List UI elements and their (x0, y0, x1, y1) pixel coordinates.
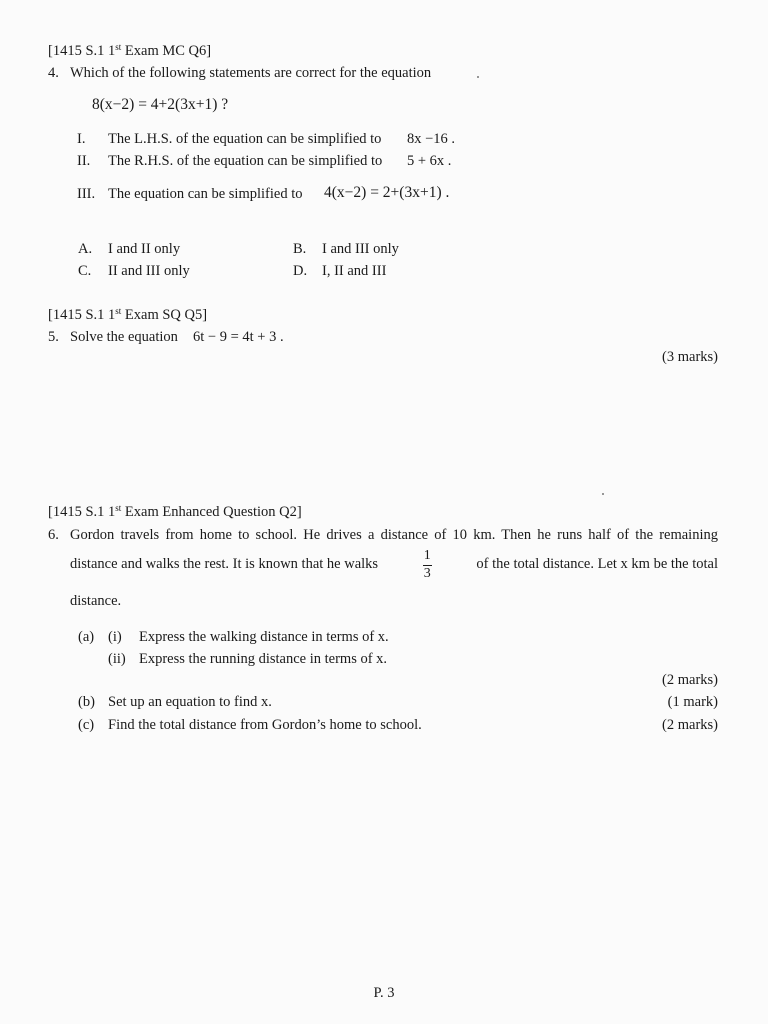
q6-line-2 (70, 545, 718, 585)
q5-reference: [1415 S.1 1st Exam SQ Q5] (48, 306, 208, 323)
statement-2-math: 5 + 6x . (407, 153, 452, 169)
option-c-text: II and III only (108, 263, 190, 279)
part-a-ii-label: (ii) (108, 651, 126, 667)
q5-number: 5. (48, 329, 59, 345)
option-b-letter: B. (293, 241, 307, 257)
q6-line-2-before: distance and walks the rest. It is known that he walks (70, 556, 379, 573)
one-third-fraction (423, 549, 432, 581)
option-d-text: I, II and III (322, 263, 387, 279)
part-c-label: (c) (78, 717, 95, 733)
q4-reference: [1415 S.1 1st Exam MC Q6] (48, 42, 212, 59)
q5-marks: (3 marks) (662, 349, 718, 365)
q5-text: Solve the equation (70, 329, 178, 345)
part-b-text: Set up an equation to find x. (108, 694, 272, 710)
statement-1-math: 8x −16 . (407, 131, 456, 147)
q4-equation: 8(x−2) = 4+2(3x+1) ? (92, 96, 229, 113)
page-number: P. 3 (373, 985, 395, 1001)
q6-number: 6. (48, 527, 59, 543)
q6-line-3: distance. (70, 593, 122, 609)
part-a-ii-text: Express the running distance in terms of x. (139, 651, 388, 667)
statement-2-text: The R.H.S. of the equation can be simplified to (108, 153, 383, 169)
option-c-letter: C. (78, 263, 92, 279)
option-b-text: I and III only (322, 241, 399, 257)
scan-speck (602, 493, 604, 495)
q4-number: 4. (48, 65, 59, 81)
q6-line-2-after: of the total distance. Let x km be the total (476, 556, 718, 573)
statement-3-text: The equation can be simplified to (108, 186, 303, 202)
part-c-marks: (2 marks) (662, 717, 718, 733)
part-b-marks: (1 mark) (667, 694, 718, 710)
part-b-label: (b) (78, 694, 95, 710)
part-c-text: Find the total distance from Gordon’s home to school. (108, 717, 422, 733)
option-d-letter: D. (293, 263, 308, 279)
fraction-denominator: 3 (423, 565, 431, 581)
part-a-i-text: Express the walking distance in terms of x. (139, 629, 389, 645)
part-a-i-label: (i) (108, 629, 122, 645)
part-a-marks: (2 marks) (662, 672, 718, 688)
scan-speck (477, 76, 479, 78)
q6-line-1: Gordon travels from home to school. He drives a distance of 10 km. Then he runs half of the remaining (70, 527, 718, 543)
fraction-numerator: 1 (423, 547, 431, 563)
statement-3-number: III. (77, 186, 96, 202)
statement-3-math: 4(x−2) = 2+(3x+1) . (324, 184, 450, 201)
option-a-letter: A. (78, 241, 93, 257)
statement-1-number: I. (77, 131, 86, 147)
statement-2-number: II. (77, 153, 91, 169)
option-a-text: I and II only (108, 241, 181, 257)
part-a-label: (a) (78, 629, 95, 645)
q5-math: 6t − 9 = 4t + 3 . (193, 329, 284, 345)
statement-1-text: The L.H.S. of the equation can be simplified to (108, 131, 382, 147)
q4-question: Which of the following statements are correct for the equation (70, 65, 432, 81)
q6-reference: [1415 S.1 1st Exam Enhanced Question Q2] (48, 503, 302, 520)
